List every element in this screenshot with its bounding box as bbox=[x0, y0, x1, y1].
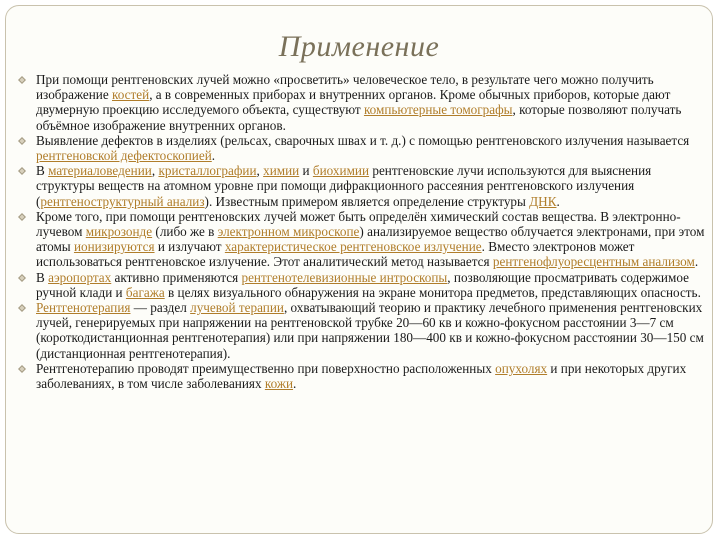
link[interactable]: лучевой терапии bbox=[190, 300, 284, 316]
bullet-list bbox=[18, 72, 708, 391]
link[interactable]: рентгеноструктурный анализ bbox=[40, 193, 205, 209]
text: ) анализируемое вещество облучается электронами, при этом атомы bbox=[36, 224, 705, 255]
text: , позволяющие просматривать содержимое ручной клади и bbox=[36, 269, 689, 300]
link[interactable]: опухолях bbox=[495, 360, 548, 376]
diamond-bullet-icon bbox=[18, 76, 26, 84]
link[interactable]: аэропортах bbox=[48, 269, 112, 285]
link[interactable]: характеристическое рентгеновское излучение bbox=[224, 239, 482, 255]
link[interactable]: Рентгенотерапия bbox=[36, 300, 131, 316]
text: . bbox=[293, 376, 297, 392]
link[interactable]: костей bbox=[112, 87, 150, 103]
diamond-bullet-icon bbox=[18, 365, 26, 373]
text: Кроме того, при помощи рентгеновских лучей может быть определён химический состав вещества. В электронно-лучевом bbox=[36, 208, 681, 240]
text: активно применяются bbox=[111, 269, 242, 285]
link[interactable]: рентгенотелевизионные интроскопы bbox=[241, 269, 448, 285]
text: ). Известным примером является определение структуры bbox=[204, 193, 530, 209]
text: , охватывающий теорию и практику лечебного применения рентгеновских лучей, генерируемых при напряжении на рентгеновской трубке 20—60 кв и кожно-фокусном расстоянии 3—7 см (короткодистанционная рентгенотерапия) или при напряжении 180—400 кв и кожно-фокусном расстоянии 30—150 см (дистанционная рентгенотерапия). bbox=[36, 300, 704, 361]
link[interactable]: рентгеновской дефектоскопией bbox=[36, 148, 212, 164]
link[interactable]: ионизируются bbox=[73, 239, 155, 255]
list-item bbox=[18, 270, 708, 300]
text: При помощи рентгеновских лучей можно «просветить» человеческое тело, в результате чего можно получить изображение bbox=[36, 72, 654, 103]
slide bbox=[5, 5, 713, 534]
link[interactable]: багажа bbox=[125, 284, 165, 300]
list-item bbox=[18, 209, 708, 270]
diamond-bullet-icon bbox=[18, 213, 26, 221]
diamond-bullet-icon bbox=[18, 304, 26, 312]
link[interactable]: кожи bbox=[264, 376, 294, 392]
list-item bbox=[18, 72, 708, 133]
diamond-bullet-icon bbox=[18, 167, 26, 175]
text: Выявление дефектов в изделиях (рельсах, сварочных швах и т. д.) с помощью рентгеновского излучения называется bbox=[36, 132, 690, 148]
diamond-bullet-icon bbox=[18, 274, 26, 282]
text: . bbox=[556, 193, 560, 209]
link[interactable]: рентгенофлуоресцентным анализом bbox=[492, 254, 695, 270]
link[interactable]: кристаллографии bbox=[158, 163, 257, 179]
text: . Вместо электронов может использоваться рентгеновское излучение. Этот аналитический метод называется bbox=[36, 239, 635, 270]
text: , которые позволяют получать объёмное изображение внутренних органов. bbox=[36, 102, 682, 133]
list-item bbox=[18, 163, 708, 209]
link[interactable]: электронном микроскопе bbox=[217, 224, 360, 240]
diamond-bullet-icon bbox=[18, 137, 26, 145]
link[interactable]: химии bbox=[263, 163, 300, 179]
link[interactable]: материаловедении bbox=[48, 163, 152, 179]
text: в целях визуального обнаружения на экране монитора предметов, представляющих опасность. bbox=[164, 284, 701, 300]
page-title: Применение bbox=[278, 30, 440, 63]
link[interactable]: компьютерные томографы bbox=[363, 102, 513, 118]
list-item bbox=[18, 300, 708, 361]
text: Рентгенотерапию проводят преимущественно при поверхностно расположенных bbox=[36, 360, 496, 376]
list-item bbox=[18, 361, 708, 391]
text: , bbox=[256, 163, 264, 179]
text: и bbox=[299, 163, 313, 179]
text: . bbox=[211, 148, 216, 164]
text: В bbox=[36, 163, 49, 179]
text: В bbox=[36, 269, 49, 285]
text: и излучают bbox=[154, 239, 225, 255]
text: — раздел bbox=[130, 300, 191, 316]
text: рентгеновские лучи используются для выяснения структуры веществ на атомном уровне при помощи дифракционного рассеяния рентгеновского излучения ( bbox=[36, 163, 652, 209]
text: , bbox=[151, 163, 159, 179]
text: (либо же в bbox=[152, 224, 218, 240]
link[interactable]: биохимии bbox=[312, 163, 370, 179]
text: , а в современных приборах и внутренних органов. Кроме обычных приборов, которые дают двумерную проекцию исследуемого объекта, существуют bbox=[36, 87, 671, 118]
text: . bbox=[694, 254, 699, 270]
link[interactable]: ДНК bbox=[529, 193, 557, 209]
list-item bbox=[18, 133, 708, 163]
link[interactable]: микрозонде bbox=[85, 224, 153, 240]
text: и при некоторых других заболеваниях, в том числе заболеваниях bbox=[36, 360, 687, 392]
